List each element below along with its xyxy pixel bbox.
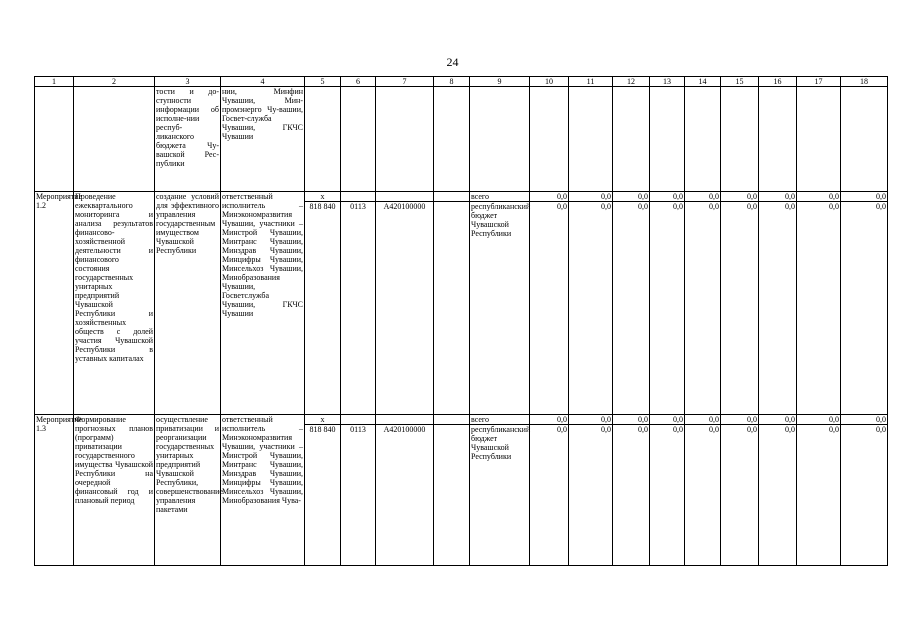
col-header: 1 [35, 77, 74, 87]
cell [530, 87, 569, 192]
col-header: 9 [470, 77, 530, 87]
source-cell: республиканский бюджет Чувашской Республики [470, 202, 530, 415]
value-cell: 0,0 [721, 425, 759, 566]
value-cell: 0,0 [759, 192, 797, 202]
value-cell: 0,0 [613, 415, 650, 425]
col-header: 14 [685, 77, 721, 87]
col-header: 5 [305, 77, 341, 87]
value-cell: 0,0 [797, 202, 841, 415]
cell [305, 87, 341, 192]
event-goal: осуществление приватизации и реорганизации государственных унитарных предприятий Чувашской Республики, совершенствование управления пакетами [155, 415, 221, 566]
col-header: 3 [155, 77, 221, 87]
col-header: 8 [434, 77, 470, 87]
col-header: 11 [569, 77, 613, 87]
goal-cell: тости и до-ступности информации об исполне-нии респуб-ликанского бюджета Чу-вашской Рес-публики [155, 87, 221, 192]
value-cell: 0,0 [530, 202, 569, 415]
event-row-total [35, 192, 888, 202]
cell [797, 87, 841, 192]
value-cell: 0,0 [759, 415, 797, 425]
value-cell: 0,0 [569, 425, 613, 566]
value-cell: 0,0 [685, 415, 721, 425]
source-cell: всего [470, 415, 530, 425]
value-cell: 0,0 [841, 425, 888, 566]
event-label: Мероприятие 1.2 [35, 192, 74, 415]
value-cell: 0,0 [841, 415, 888, 425]
col-header: 18 [841, 77, 888, 87]
event-executors: ответственный исполнитель – Минэкономразвития Чувашии, участники – Минстрой Чувашии, Минтранс Чувашии, Минздрав Чувашии, Минцифры Чувашии, Минсельхоз Чувашии, Минобразования Чува- [221, 415, 305, 566]
value-cell: 0,0 [569, 192, 613, 202]
code-cell [341, 192, 376, 202]
value-cell: 0,0 [841, 192, 888, 202]
value-cell: 0,0 [759, 425, 797, 566]
column-numbers-row [35, 77, 888, 87]
value-cell: 0,0 [650, 415, 685, 425]
source-cell: всего [470, 192, 530, 202]
col-header: 7 [376, 77, 434, 87]
value-cell: 0,0 [613, 425, 650, 566]
value-cell: 0,0 [685, 425, 721, 566]
col-header: 12 [613, 77, 650, 87]
code-cell: 0113 [341, 202, 376, 415]
value-cell: 0,0 [569, 415, 613, 425]
code-cell: А420100000 [376, 425, 434, 566]
event-name: Формирование прогнозных планов (программ) приватизации государственного имущества Чувашской Республики на очередной финансовый год и плановый период [74, 415, 155, 566]
page-number: 24 [446, 55, 459, 69]
value-cell: 0,0 [650, 202, 685, 415]
code-cell: 0113 [341, 425, 376, 566]
event-row-total [35, 415, 888, 425]
cell [650, 87, 685, 192]
value-cell: 0,0 [530, 192, 569, 202]
program-table [34, 76, 888, 566]
col-header: 10 [530, 77, 569, 87]
code-cell [434, 202, 470, 415]
value-cell: 0,0 [721, 202, 759, 415]
value-cell: 0,0 [721, 192, 759, 202]
code-cell [341, 415, 376, 425]
value-cell: 0,0 [530, 425, 569, 566]
code-cell: 818 840 [305, 425, 341, 566]
cell [35, 87, 74, 192]
value-cell: 0,0 [841, 202, 888, 415]
value-cell: 0,0 [759, 202, 797, 415]
event-executors: ответственный исполнитель – Минэкономразвития Чувашии, участники – Минстрой Чувашии, Минтранс Чувашии, Минздрав Чувашии, Минцифры Чувашии, Минсельхоз Чувашии, Минобразования Чувашии, Госветслужба Чувашии, ГКЧС Чувашии [221, 192, 305, 415]
cell [376, 87, 434, 192]
col-header: 16 [759, 77, 797, 87]
code-cell: 818 840 [305, 202, 341, 415]
event-goal: создание условий для эффективного управления государственным имуществом Чувашской Республики [155, 192, 221, 415]
value-cell: 0,0 [650, 192, 685, 202]
col-header: 13 [650, 77, 685, 87]
cell [721, 87, 759, 192]
cell [74, 87, 155, 192]
col-header: 15 [721, 77, 759, 87]
cell [613, 87, 650, 192]
executors-cell: нии, Минфин Чувашии, Мин-промэнерго Чу-вашии, Госвет-служба Чувашии, ГКЧС Чувашии [221, 87, 305, 192]
value-cell: 0,0 [797, 192, 841, 202]
value-cell: 0,0 [797, 425, 841, 566]
code-cell: x [305, 192, 341, 202]
value-cell: 0,0 [685, 202, 721, 415]
col-header: 4 [221, 77, 305, 87]
value-cell: 0,0 [613, 202, 650, 415]
code-cell: x [305, 415, 341, 425]
cell [841, 87, 888, 192]
code-cell: А420100000 [376, 202, 434, 415]
cell [569, 87, 613, 192]
cell [341, 87, 376, 192]
cell [759, 87, 797, 192]
col-header: 6 [341, 77, 376, 87]
event-label: Мероприятие 1.3 [35, 415, 74, 566]
code-cell [434, 425, 470, 566]
value-cell: 0,0 [685, 192, 721, 202]
code-cell [376, 415, 434, 425]
value-cell: 0,0 [797, 415, 841, 425]
value-cell: 0,0 [530, 415, 569, 425]
source-cell: республиканский бюджет Чувашской Республики [470, 425, 530, 566]
cell [434, 87, 470, 192]
event-name: Проведение ежеквартального мониторинга и анализа результатов финансово-хозяйственной деятельности и финансового состояния государственных унитарных предприятий Чувашской Республики и хозяйственных обществ с долей участия Чувашской Республики в уставных капиталах [74, 192, 155, 415]
value-cell: 0,0 [721, 415, 759, 425]
code-cell [434, 192, 470, 202]
code-cell [434, 415, 470, 425]
col-header: 17 [797, 77, 841, 87]
code-cell [376, 192, 434, 202]
value-cell: 0,0 [650, 425, 685, 566]
cell [470, 87, 530, 192]
col-header: 2 [74, 77, 155, 87]
value-cell: 0,0 [613, 192, 650, 202]
cell [685, 87, 721, 192]
continuation-row [35, 87, 888, 192]
value-cell: 0,0 [569, 202, 613, 415]
